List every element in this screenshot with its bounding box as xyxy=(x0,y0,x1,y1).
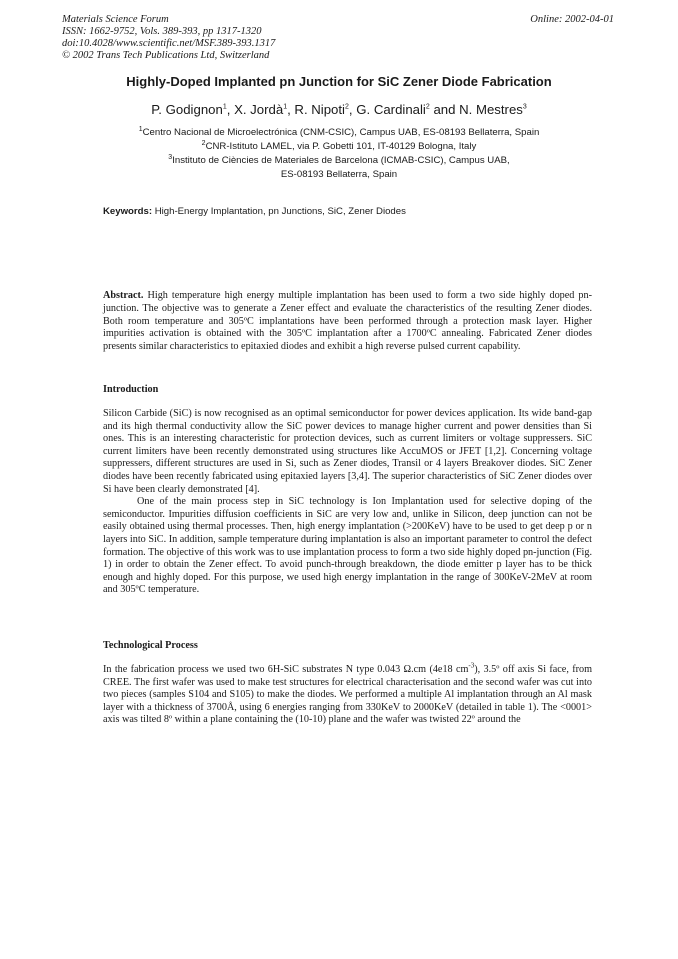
section-heading-introduction: Introduction xyxy=(103,384,159,395)
copyright-line: © 2002 Trans Tech Publications Ltd, Switzerland xyxy=(62,50,270,61)
author-aff: 2 xyxy=(345,103,349,111)
affiliation-line xyxy=(0,140,678,154)
author-name: G. Cardinali xyxy=(356,102,426,117)
journal-header xyxy=(62,14,275,62)
keywords-label: Keywords: xyxy=(103,206,153,217)
introduction-body xyxy=(103,408,592,597)
paragraph xyxy=(103,661,592,727)
affiliation-line xyxy=(0,154,678,168)
paragraph: Silicon Carbide (SiC) is now recognised as an optimal semiconductor for power devices application. Its wide band-gap and its high thermal conductivity allow the SiC power devices to manage higher current and power densities than Si ones. This is an interesting characteristic for protection devices, such as current limiters or voltage suppressers. SiC current limiters have been recently demonstrated using structures like AccuMOS or JFET [1,2]. Concerning voltage suppressers, different structures are used in Si, such as Zener diodes, Transil or 4 layers Breakover diodes. SiC Zener diodes have been recently fabricated using epitaxied layers [3,4]. The superior characteristics of SiC Zener diodes over Si have been clearly demonstrated [4]. xyxy=(103,408,592,495)
author-name: R. Nipoti xyxy=(294,102,345,117)
keywords xyxy=(103,206,406,217)
author-aff: 3 xyxy=(522,103,527,111)
paper-title: Highly-Doped Implanted pn Junction for SiC Zener Diode Fabrication xyxy=(126,74,552,89)
keywords-text: High-Energy Implantation, pn Junctions, SiC, Zener Diodes xyxy=(154,206,406,217)
section-heading-technological-process: Technological Process xyxy=(103,640,198,651)
paragraph: One of the main process step in SiC technology is Ion Implantation used for selective doping of the semiconductor. Impurities diffusion coefficients in SiC are very low and, unlike in Silicon, deep junction can not be easily obtained using thermal processes. Then, high energy implantation (>200KeV) have to be used to get deep p or n layers into SiC. In addition, sample temperature during implantation is also an important parameter to control the defect formation. The objective of this work was to use implantation process to form a two side highly doped pn-junction (Fig. 1) in order to obtain the Zener effect. To avoid punch-through breakdown, the diode emitter p layer has to be thick enough and highly doped. For this purpose, we used high energy implantation in the range of 300KeV-2MeV at room and 305ºC temperature. xyxy=(103,496,593,596)
journal-name: Materials Science Forum xyxy=(62,14,169,25)
author-list xyxy=(0,102,678,117)
text-run: ), 3.5º off axis Si face, from CREE. The first wafer was used to make test structures for electrical characterisation and the second wafer was cut into two pieces (samples S104 and S105) to make the diodes. We performed a multiple Al implantation through an Al mask layer with a thickness of 3700Å, using 6 energies ranging from 330KeV to 2000KeV (detailed in table 1). The <0001> axis was tilted 8º within a plane containing the (10-10) plane and the wafer was twisted 22º around the xyxy=(103,664,592,726)
author-and: and xyxy=(429,102,460,117)
author-sep: , xyxy=(226,102,235,117)
affiliation-text: CNR-Istituto LAMEL, via P. Gobetti 101, IT-40129 Bologna, Italy xyxy=(205,141,477,152)
abstract-text: High temperature high energy multiple implantation has been used to form a two side highly doped pn-junction. The objective was to generate a Zener effect and evaluate the characteristics of the resulting Zener diodes. Both room temperature and 305ºC implantations have been performed through a protection mask layer. Higher impurities activation is obtained with the 305ºC implantation after a 1700ºC annealing. Fabricated Zener diodes presents similar characteristics to epitaxied diodes and exhibit a high reverse pulsed current capability. xyxy=(103,290,592,353)
author-aff: 1 xyxy=(222,103,227,111)
affiliation-num: 1 xyxy=(138,125,143,133)
affiliation-text: Instituto de Ciències de Materiales de Barcelona (ICMAB-CSIC), Campus UAB, xyxy=(172,155,510,166)
author-sep: , xyxy=(348,102,357,117)
author-aff: 2 xyxy=(425,103,430,111)
author-name: N. Mestres xyxy=(459,102,523,117)
author-aff: 1 xyxy=(283,103,288,111)
author-name: X. Jordà xyxy=(234,102,284,117)
affiliation-line: ES-08193 Bellaterra, Spain xyxy=(280,169,398,180)
affiliation-line xyxy=(0,126,678,140)
superscript: -3 xyxy=(468,661,475,670)
author-name: P. Godignon xyxy=(151,102,223,117)
affiliation-text: Centro Nacional de Microelectrónica (CNM-CSIC), Campus UAB, ES-08193 Bellaterra, Spain xyxy=(142,127,540,138)
text-run: In the fabrication process we used two 6H-SiC substrates N type 0.043 Ω.cm (4e18 cm xyxy=(103,664,469,675)
author-sep: , xyxy=(287,102,295,117)
abstract xyxy=(103,290,592,354)
doi-line[interactable]: doi:10.4028/www.scientific.net/MSF.389-393.1317 xyxy=(62,38,276,49)
affiliations xyxy=(0,126,678,182)
online-date: Online: 2002-04-01 xyxy=(530,14,614,25)
technological-process-body xyxy=(103,661,592,727)
affiliation-num: 2 xyxy=(201,139,206,147)
issn-line: ISSN: 1662-9752, Vols. 389-393, pp 1317-1320 xyxy=(62,26,262,37)
affiliation-num: 3 xyxy=(168,153,173,161)
abstract-label: Abstract. xyxy=(103,290,144,301)
